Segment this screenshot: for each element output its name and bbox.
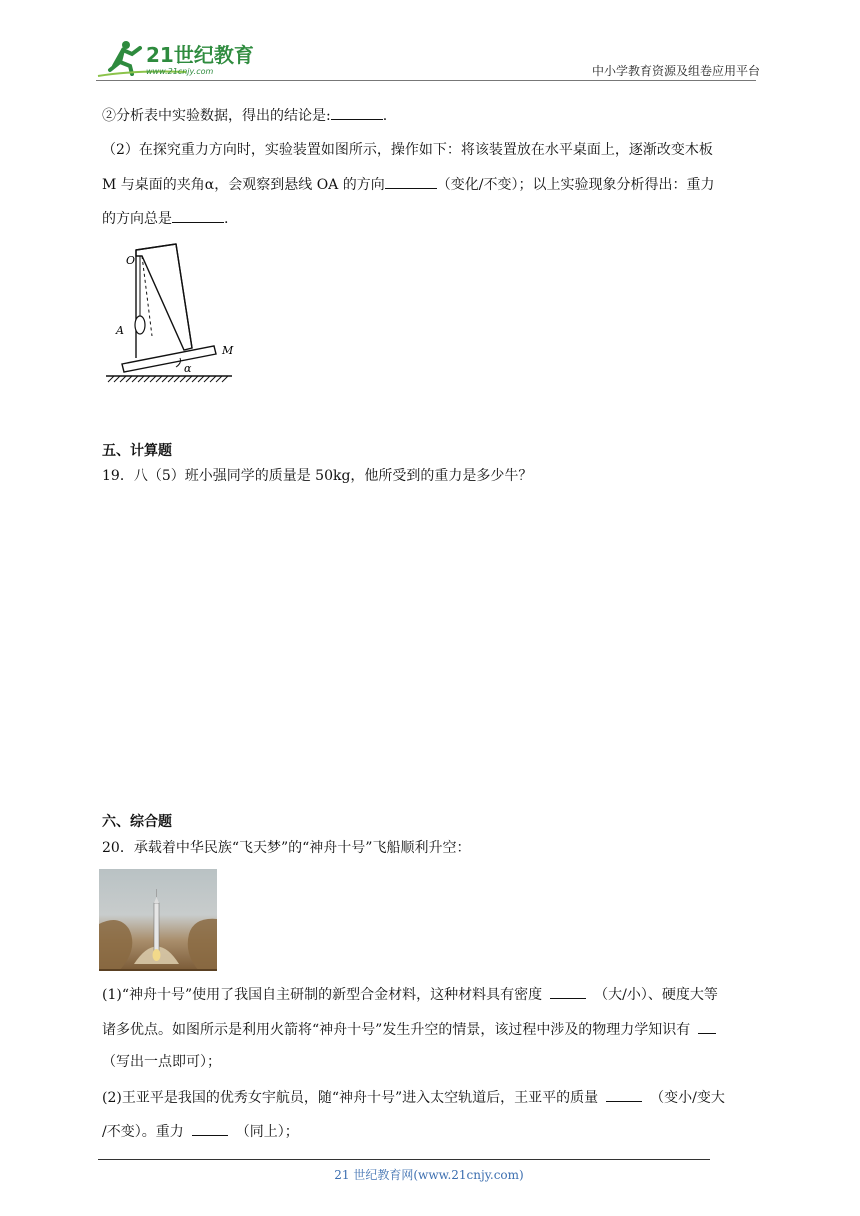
answer-blank[interactable] [698, 1019, 716, 1034]
q20-part2-line2: /不变）。重力 （同上）； [102, 1121, 299, 1142]
footer-link[interactable]: 21 世纪教育网(www.21cnjy.com) [334, 1168, 524, 1182]
rocket-launch-photo [99, 869, 217, 971]
question-19: 19．八（5）班小强同学的质量是 50kg，他所受到的重力是多少牛？ [102, 468, 533, 484]
q20-part2-line1: (2)王亚平是我国的优秀女宇航员，随“神舟十号”进入太空轨道后，王亚平的质量 （变小/变大 [102, 1087, 725, 1108]
answer-blank[interactable] [331, 105, 383, 120]
gravity-direction-diagram [104, 236, 234, 384]
site-logo [96, 36, 266, 80]
answer-blank[interactable] [550, 984, 586, 999]
q20-part1-line3: （写出一点即可）； [102, 1054, 221, 1070]
label-M: M [222, 344, 234, 357]
section-title-comprehensive: 六、综合题 [102, 814, 172, 830]
answer-blank[interactable] [192, 1121, 228, 1136]
q18-part2-line3: 的方向总是 . [102, 208, 228, 229]
q20-part1-line2: 诸多优点。如图所示是利用火箭将“神舟十号”发生升空的情景，该过程中涉及的物理力学知识有 [102, 1019, 716, 1040]
question-20: 20．承载着中华民族“飞天梦”的“神舟十号”飞船顺利升空： [102, 840, 471, 856]
answer-blank[interactable] [172, 208, 224, 223]
q20-part1-line1: (1)“神舟十号”使用了我国自主研制的新型合金材料，这种材料具有密度 （大/小）、硬度大等 [102, 984, 718, 1005]
label-A: A [116, 324, 124, 337]
answer-blank[interactable] [385, 174, 437, 189]
section-title-calculation: 五、计算题 [102, 443, 172, 459]
answer-blank[interactable] [606, 1087, 642, 1102]
label-O: O [126, 254, 136, 267]
footer-divider [98, 1159, 710, 1160]
header-platform-text: 中小学教育资源及组卷应用平台 [591, 64, 760, 78]
logo-title: 21世纪教育 [146, 43, 254, 67]
logo-url: www.21cnjy.com [146, 67, 214, 76]
label-alpha: α [184, 362, 192, 375]
header-divider [96, 80, 756, 81]
q18-part2-line1: （2）在探究重力方向时，实验装置如图所示，操作如下：将该装置放在水平桌面上，逐渐改变木板 [102, 142, 713, 158]
q18-part2-line2: M 与桌面的夹角α，会观察到悬线 OA 的方向 （变化/不变）；以上实验现象分析得出：重力 [102, 174, 714, 195]
q18-conclusion-line: ②分析表中实验数据，得出的结论是: . [102, 105, 387, 126]
